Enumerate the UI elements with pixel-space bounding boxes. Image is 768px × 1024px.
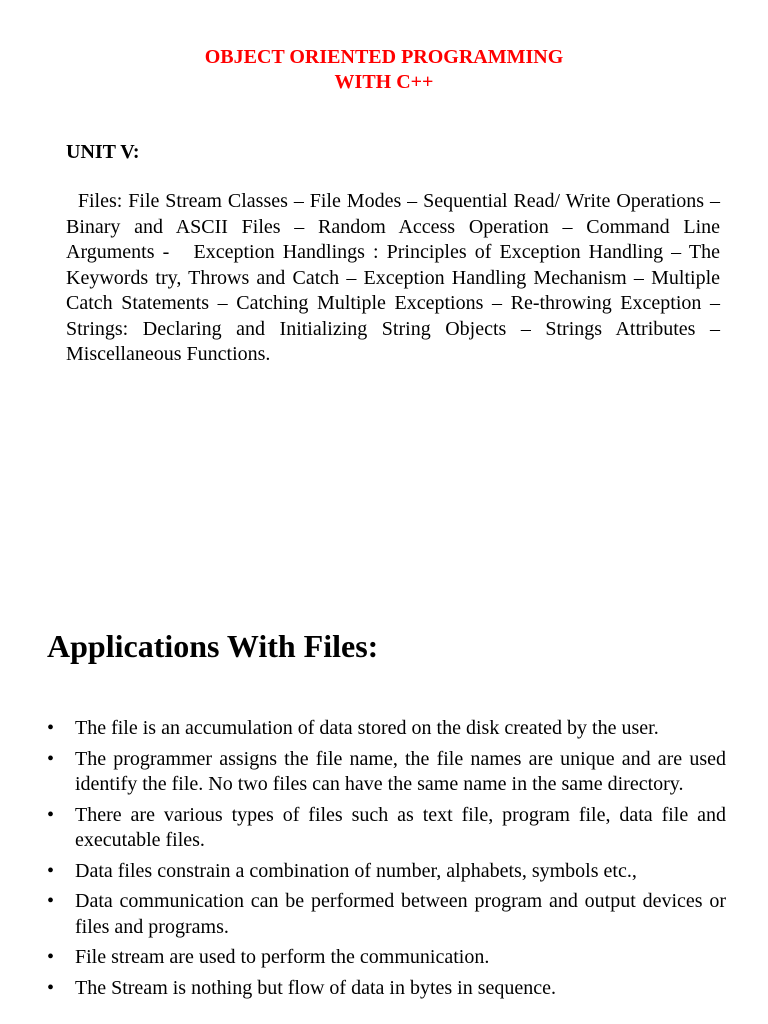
list-item xyxy=(47,859,726,885)
unit-heading: UNIT V: xyxy=(66,141,140,163)
document-title xyxy=(0,45,768,95)
bullet-icon: • xyxy=(47,859,55,882)
list-item xyxy=(47,976,726,1002)
bullet-list xyxy=(47,716,726,1006)
bullet-icon: • xyxy=(47,803,55,826)
list-item xyxy=(47,945,726,971)
bullet-icon: • xyxy=(47,946,55,968)
section-heading: Applications With Files: xyxy=(47,628,379,664)
list-item-text: File stream are used to perform the communication. xyxy=(75,946,490,968)
bullet-icon: • xyxy=(47,976,55,999)
list-item-text: Data communication can be performed between program and output devices or files and programs. xyxy=(75,890,726,938)
list-item xyxy=(47,716,726,742)
title-line-2: WITH C++ xyxy=(334,71,434,93)
list-item xyxy=(47,803,726,854)
syllabus-paragraph: Files: File Stream Classes – File Modes – Sequential Read/ Write Operations – Binary and ASCII Files – Random Access Operation – Command Line Arguments - Exception Handlings : Principles of Exception Handling – The Keywords try, Throws and Catch – Exception Handling Mechanism – Multiple Catch Statements – Catching Multiple Exceptions – Re-throwing Exception – Strings: Declaring and Initializing String Objects – Strings Attributes – Miscellaneous Functions. xyxy=(66,190,726,365)
bullet-icon: • xyxy=(47,890,55,912)
list-item-text: The file is an accumulation of data stored on the disk created by the user. xyxy=(75,717,659,739)
list-item-text: Data files constrain a combination of number, alphabets, symbols etc., xyxy=(75,859,637,882)
list-item-text: There are various types of files such as text file, program file, data file and executable files. xyxy=(75,803,726,851)
list-item-text: The Stream is nothing but flow of data in bytes in sequence. xyxy=(75,976,557,999)
list-item xyxy=(47,889,726,940)
bullet-icon: • xyxy=(47,717,55,739)
title-line-1: OBJECT ORIENTED PROGRAMMING xyxy=(204,46,564,68)
list-item-text: The programmer assigns the file name, the file names are unique and are used identify the file. No two files can have the same name in the same directory. xyxy=(75,747,726,795)
bullet-icon: • xyxy=(47,747,55,770)
list-item xyxy=(47,747,726,798)
